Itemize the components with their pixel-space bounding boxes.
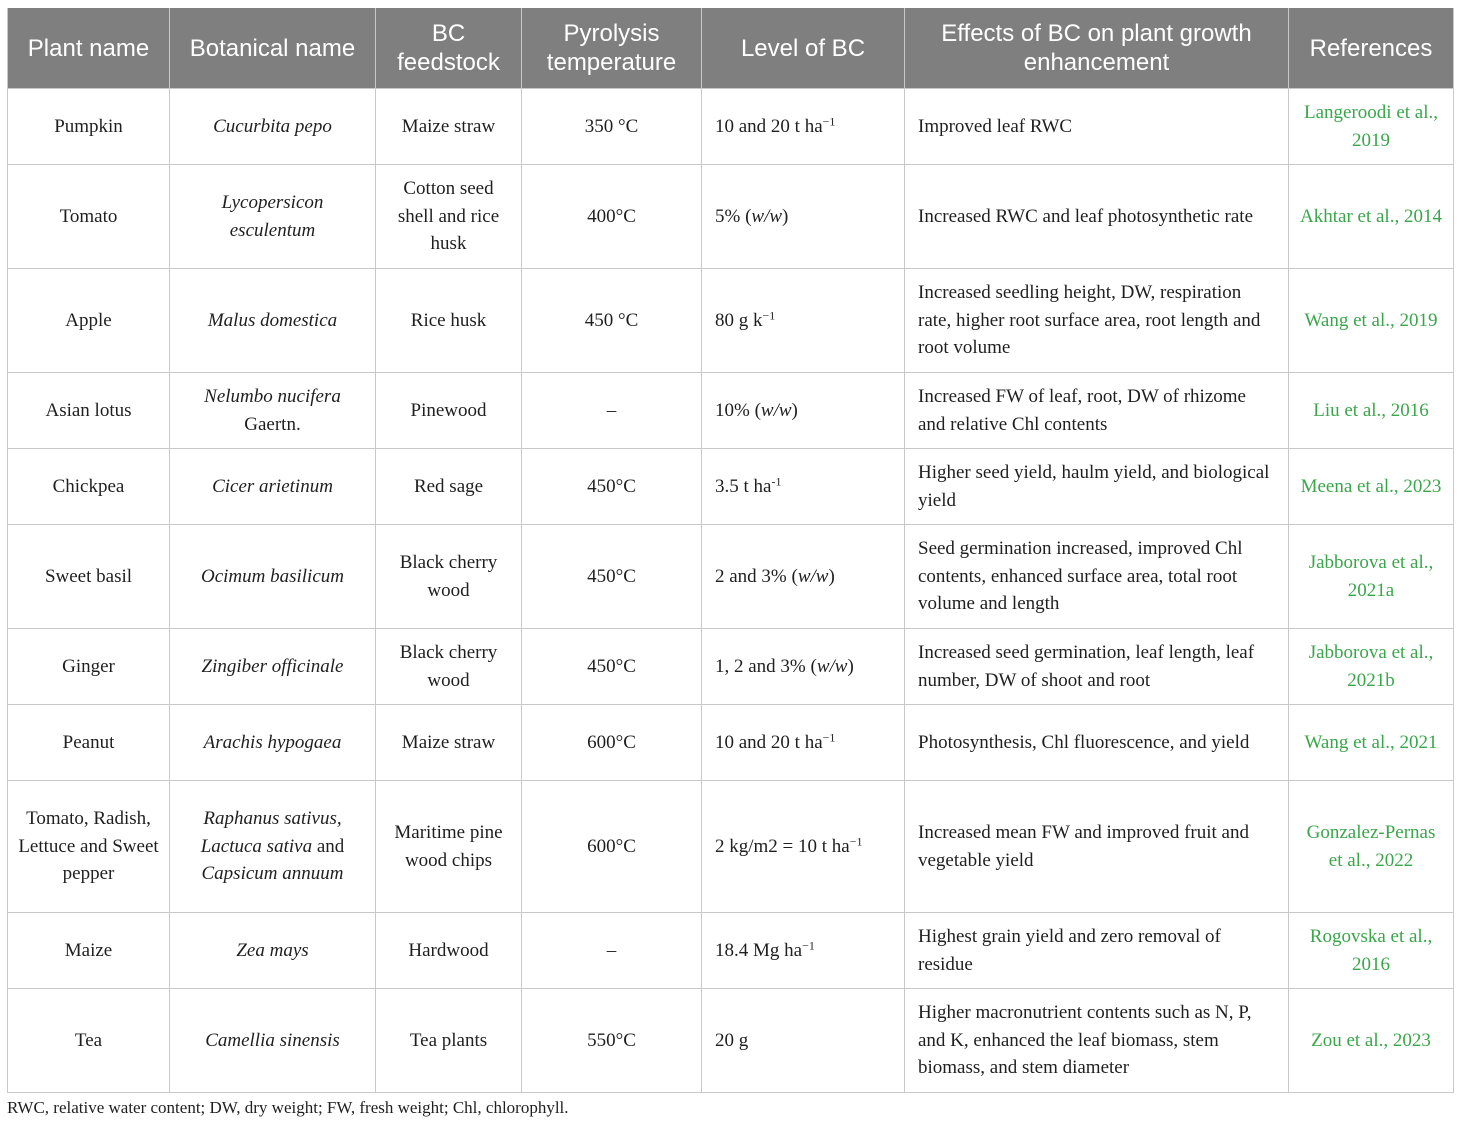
botanical-text: and: [312, 835, 345, 857]
cell-effects: Increased mean FW and improved fruit and vegetable yield: [905, 781, 1289, 913]
cell-pyrolysis-temperature: 600°C: [522, 705, 702, 781]
cell-reference-link[interactable]: Akhtar et al., 2014: [1289, 165, 1454, 269]
table-row: [8, 373, 1454, 449]
cell-bc-feedstock: Maize straw: [376, 705, 522, 781]
cell-botanical-name: [170, 629, 376, 705]
level-text: ): [828, 565, 835, 587]
cell-botanical-name: [170, 165, 376, 269]
cell-bc-feedstock: Tea plants: [376, 989, 522, 1093]
cell-bc-feedstock: Maize straw: [376, 89, 522, 165]
biochar-effects-table: [7, 8, 1454, 1093]
table-container: [7, 8, 1453, 1093]
cell-reference-link[interactable]: Rogovska et al., 2016: [1289, 913, 1454, 989]
level-text: 5% (: [715, 205, 752, 227]
cell-pyrolysis-temperature: 600°C: [522, 781, 702, 913]
cell-plant-name: Tomato: [8, 165, 170, 269]
cell-reference-link[interactable]: Wang et al., 2019: [1289, 269, 1454, 373]
table-row: [8, 165, 1454, 269]
cell-level-of-bc: [702, 89, 905, 165]
cell-plant-name: Tea: [8, 989, 170, 1093]
cell-effects: Increased seedling height, DW, respiration rate, higher root surface area, root length and root volume: [905, 269, 1289, 373]
cell-botanical-name: [170, 89, 376, 165]
botanical-italic: Arachis hypogaea: [203, 731, 342, 753]
cell-plant-name: Peanut: [8, 705, 170, 781]
cell-botanical-name: [170, 781, 376, 913]
header-plant-name: Plant name: [8, 8, 170, 89]
level-text: 18.4 Mg ha: [715, 939, 803, 961]
cell-pyrolysis-temperature: 450°C: [522, 449, 702, 525]
cell-plant-name: Tomato, Radish, Lettuce and Sweet pepper: [8, 781, 170, 913]
level-italic: w/w: [797, 565, 829, 587]
table-row: [8, 705, 1454, 781]
cell-reference-link[interactable]: Liu et al., 2016: [1289, 373, 1454, 449]
cell-level-of-bc: [702, 781, 905, 913]
cell-plant-name: Apple: [8, 269, 170, 373]
botanical-italic: Zea mays: [236, 939, 309, 961]
cell-botanical-name: [170, 449, 376, 525]
cell-plant-name: Asian lotus: [8, 373, 170, 449]
level-text: 10% (: [715, 399, 761, 421]
cell-bc-feedstock: Hardwood: [376, 913, 522, 989]
cell-pyrolysis-temperature: 450°C: [522, 629, 702, 705]
header-row: [8, 8, 1454, 89]
botanical-italic: Cicer arietinum: [212, 475, 333, 497]
cell-reference-link[interactable]: Wang et al., 2021: [1289, 705, 1454, 781]
cell-effects: Higher macronutrient contents such as N, P, and K, enhanced the leaf biomass, stem biomass, and stem diameter: [905, 989, 1289, 1093]
level-superscript: −1: [802, 938, 815, 953]
cell-bc-feedstock: Maritime pine wood chips: [376, 781, 522, 913]
level-superscript: −1: [822, 114, 836, 129]
header-level-of-bc: Level of BC: [702, 8, 905, 89]
botanical-italic: Ocimum basilicum: [200, 565, 344, 587]
cell-effects: Highest grain yield and zero removal of residue: [905, 913, 1289, 989]
botanical-italic: Raphanus sativus, Lactuca sativa: [200, 808, 342, 857]
cell-pyrolysis-temperature: 550°C: [522, 989, 702, 1093]
level-text: ): [782, 205, 789, 227]
level-text: ): [847, 655, 854, 677]
cell-pyrolysis-temperature: 450 °C: [522, 269, 702, 373]
cell-pyrolysis-temperature: 350 °C: [522, 89, 702, 165]
cell-reference-link[interactable]: Jabborova et al., 2021a: [1289, 525, 1454, 629]
level-italic: w/w: [760, 399, 792, 421]
cell-bc-feedstock: Pinewood: [376, 373, 522, 449]
cell-bc-feedstock: Cotton seed shell and rice husk: [376, 165, 522, 269]
cell-reference-link[interactable]: Meena et al., 2023: [1289, 449, 1454, 525]
cell-level-of-bc: [702, 449, 905, 525]
botanical-italic: Cucurbita pepo: [213, 115, 332, 137]
cell-botanical-name: [170, 913, 376, 989]
cell-effects: Increased FW of leaf, root, DW of rhizome and relative Chl contents: [905, 373, 1289, 449]
cell-level-of-bc: [702, 165, 905, 269]
header-botanical-name: Botanical name: [170, 8, 376, 89]
header-effects: Effects of BC on plant growth enhancement: [905, 8, 1289, 89]
cell-level-of-bc: [702, 373, 905, 449]
table-header: [8, 8, 1454, 89]
botanical-italic: Lycopersicon esculentum: [221, 192, 324, 241]
cell-pyrolysis-temperature: –: [522, 913, 702, 989]
cell-bc-feedstock: Rice husk: [376, 269, 522, 373]
cell-botanical-name: [170, 989, 376, 1093]
table-row: [8, 781, 1454, 913]
level-text: 80 g k: [715, 309, 763, 331]
cell-bc-feedstock: Black cherry wood: [376, 525, 522, 629]
table-body: [8, 89, 1454, 1093]
level-superscript: −1: [822, 730, 836, 745]
cell-botanical-name: [170, 705, 376, 781]
level-text: 1, 2 and 3% (: [715, 655, 817, 677]
level-superscript: −1: [762, 308, 776, 323]
cell-plant-name: Maize: [8, 913, 170, 989]
botanical-italic: Nelumbo nucifera: [204, 386, 341, 407]
table-row: [8, 89, 1454, 165]
botanical-italic: Camellia sinensis: [205, 1029, 340, 1051]
level-text: 2 and 3% (: [715, 565, 798, 587]
level-italic: w/w: [751, 205, 783, 227]
cell-pyrolysis-temperature: 400°C: [522, 165, 702, 269]
botanical-text: Gaertn.: [244, 413, 301, 435]
cell-reference-link[interactable]: Zou et al., 2023: [1289, 989, 1454, 1093]
botanical-italic: Malus domestica: [207, 309, 338, 331]
header-pyrolysis-temperature: Pyrolysis temperature: [522, 8, 702, 89]
table-row: [8, 449, 1454, 525]
cell-level-of-bc: [702, 913, 905, 989]
cell-level-of-bc: [702, 525, 905, 629]
cell-plant-name: Pumpkin: [8, 89, 170, 165]
table-row: [8, 989, 1454, 1093]
cell-reference-link[interactable]: Jabborova et al., 2021b: [1289, 629, 1454, 705]
table-footnote: RWC, relative water content; DW, dry weight; FW, fresh weight; Chl, chlorophyll.: [7, 1098, 569, 1117]
level-text: 3.5 t ha: [715, 475, 772, 497]
cell-pyrolysis-temperature: –: [522, 373, 702, 449]
cell-reference-link[interactable]: Langeroodi et al., 2019: [1289, 89, 1454, 165]
cell-effects: Increased RWC and leaf photosynthetic rate: [905, 165, 1289, 269]
level-text: ): [791, 399, 798, 421]
cell-level-of-bc: [702, 705, 905, 781]
cell-botanical-name: [170, 373, 376, 449]
cell-botanical-name: [170, 269, 376, 373]
cell-level-of-bc: [702, 269, 905, 373]
cell-bc-feedstock: Black cherry wood: [376, 629, 522, 705]
level-text: 20 g: [715, 1029, 749, 1051]
botanical-italic: Zingiber officinale: [201, 655, 344, 677]
cell-effects: Photosynthesis, Chl fluorescence, and yield: [905, 705, 1289, 781]
cell-effects: Increased seed germination, leaf length, leaf number, DW of shoot and root: [905, 629, 1289, 705]
cell-reference-link[interactable]: Gonzalez-Pernas et al., 2022: [1289, 781, 1454, 913]
cell-effects: Improved leaf RWC: [905, 89, 1289, 165]
level-text: 10 and 20 t ha: [715, 115, 823, 137]
cell-botanical-name: [170, 525, 376, 629]
table-row: [8, 913, 1454, 989]
cell-pyrolysis-temperature: 450°C: [522, 525, 702, 629]
cell-effects: Seed germination increased, improved Chl contents, enhanced surface area, total root volume and length: [905, 525, 1289, 629]
table-row: [8, 629, 1454, 705]
level-text: 10 and 20 t ha: [715, 731, 823, 753]
cell-bc-feedstock: Red sage: [376, 449, 522, 525]
table-row: [8, 525, 1454, 629]
cell-effects: Higher seed yield, haulm yield, and biological yield: [905, 449, 1289, 525]
cell-plant-name: Ginger: [8, 629, 170, 705]
header-bc-feedstock: BC feedstock: [376, 8, 522, 89]
cell-level-of-bc: [702, 989, 905, 1093]
table-row: [8, 269, 1454, 373]
botanical-italic: Capsicum annuum: [201, 863, 344, 885]
cell-level-of-bc: [702, 629, 905, 705]
level-text: 2 kg/m2 = 10 t ha: [715, 835, 850, 857]
level-superscript: -1: [771, 474, 782, 489]
level-superscript: −1: [849, 834, 863, 849]
level-italic: w/w: [816, 655, 848, 677]
header-references: References: [1289, 8, 1454, 89]
cell-plant-name: Chickpea: [8, 449, 170, 525]
cell-plant-name: Sweet basil: [8, 525, 170, 629]
